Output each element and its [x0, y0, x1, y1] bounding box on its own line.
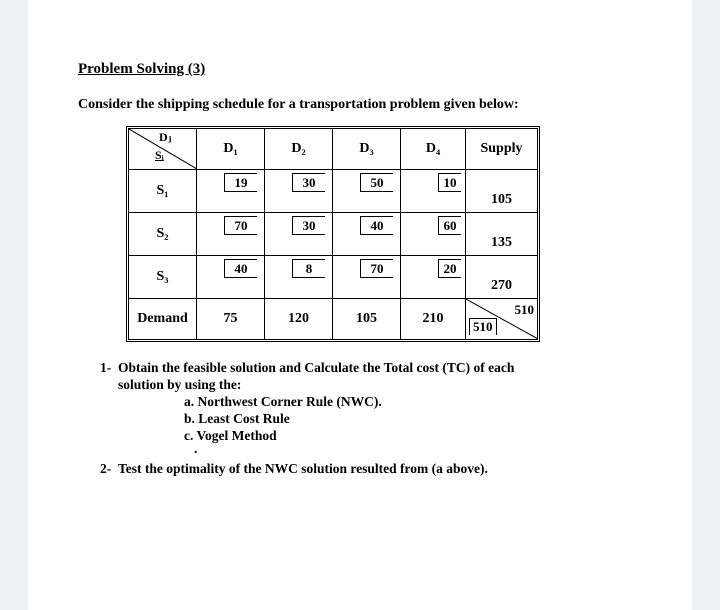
cost-value: 30: [292, 173, 325, 192]
cost-cell: [197, 213, 265, 256]
row-label-s2: S₂: [129, 213, 197, 256]
cost-value: 8: [292, 259, 325, 278]
table-row: [129, 170, 538, 213]
cost-value: 10: [438, 173, 461, 192]
cost-value: 70: [224, 216, 257, 235]
question-1-line-1: Obtain the feasible solution and Calculate the Total cost (TC) of each: [118, 360, 515, 375]
list-item: c. Vogel Method: [184, 428, 277, 443]
row-label-s1: S₁: [129, 170, 197, 213]
column-header-supply: Supply: [466, 129, 538, 170]
cost-cell: [401, 213, 466, 256]
cost-cell: [197, 256, 265, 299]
supply-value: 135: [491, 235, 512, 250]
total-supply-value: 510: [514, 302, 534, 317]
demand-row: [129, 299, 538, 340]
cost-cell: [333, 256, 401, 299]
row-label-s3: S₃: [129, 256, 197, 299]
cost-value: 20: [438, 259, 461, 278]
stray-dot: .: [194, 441, 198, 456]
column-header-d3: D₃: [333, 129, 401, 170]
question-2-number: 2-: [100, 461, 112, 476]
column-header-d4: D₄: [401, 129, 466, 170]
corner-cell: [129, 129, 197, 170]
demand-value-d2: 120: [265, 299, 333, 340]
question-1-line-2: solution by using the:: [118, 377, 242, 392]
column-header-d1: D₁: [197, 129, 265, 170]
total-demand-value: 510: [469, 318, 497, 335]
cost-cell: [333, 213, 401, 256]
demand-value-d4: 210: [401, 299, 466, 340]
question-2: [100, 460, 514, 477]
supply-cell: [466, 213, 538, 256]
supply-cell: [466, 256, 538, 299]
cost-value: 70: [360, 259, 393, 278]
table-row: [129, 213, 538, 256]
corner-source-label: Sᵢ: [155, 148, 164, 162]
table-row: [129, 256, 538, 299]
question-1-number: 1-: [100, 360, 112, 375]
cost-cell: [265, 256, 333, 299]
problem-title: Problem Solving (3): [78, 61, 206, 77]
column-header-d2: D₂: [265, 129, 333, 170]
cost-value: 60: [438, 216, 461, 235]
cost-cell: [265, 213, 333, 256]
cost-value: 30: [292, 216, 325, 235]
cost-cell: [333, 170, 401, 213]
cost-value: 50: [360, 173, 393, 192]
cost-cell: [401, 170, 466, 213]
question-1: [100, 359, 514, 393]
cost-value: 40: [360, 216, 393, 235]
list-item: a. Northwest Corner Rule (NWC).: [184, 394, 382, 409]
demand-value-d1: 75: [197, 299, 265, 340]
question-list: [100, 359, 514, 477]
corner-destination-label: Dⱼ: [159, 130, 172, 144]
method-list: [184, 393, 514, 444]
totals-cell: [466, 299, 538, 340]
question-2-text: Test the optimality of the NWC solution resulted from (a above).: [118, 461, 488, 476]
cost-cell: [401, 256, 466, 299]
supply-cell: [466, 170, 538, 213]
supply-value: 105: [491, 192, 512, 207]
demand-value-d3: 105: [333, 299, 401, 340]
demand-label: Demand: [129, 299, 197, 340]
cost-cell: [197, 170, 265, 213]
list-item: b. Least Cost Rule: [184, 411, 290, 426]
supply-value: 270: [491, 278, 512, 293]
cost-value: 19: [224, 173, 257, 192]
cost-value: 40: [224, 259, 257, 278]
transportation-table: [128, 128, 538, 340]
cost-cell: [265, 170, 333, 213]
problem-intro: Consider the shipping schedule for a transportation problem given below:: [78, 97, 519, 112]
